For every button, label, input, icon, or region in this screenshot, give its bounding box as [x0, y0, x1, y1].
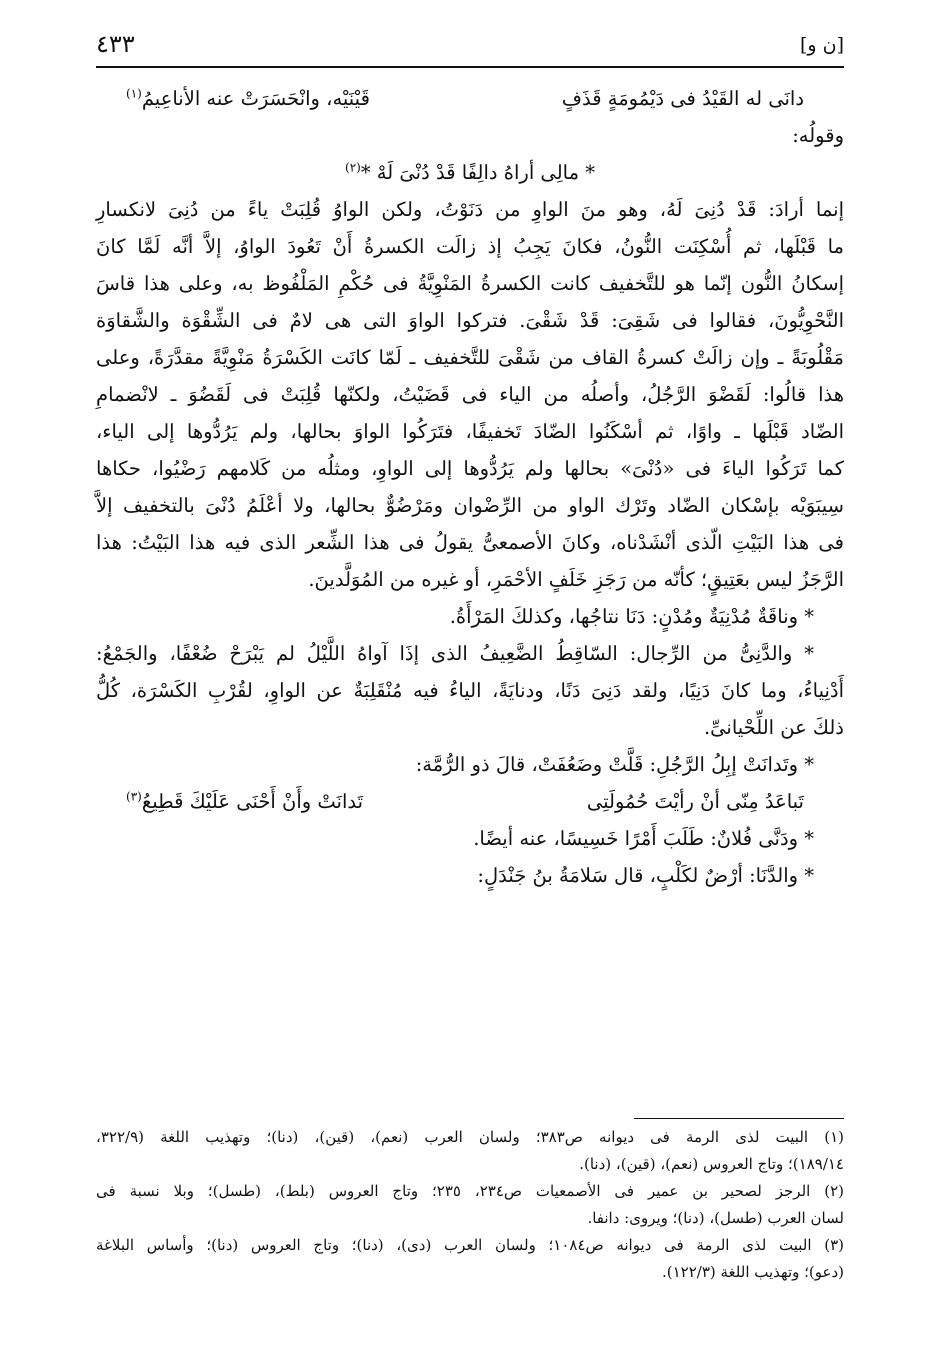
para1-line: إنما أرادَ: قَدْ دُنِىَ لَهُ، وهو منَ الواوِ من دَنَوْتُ، ولكن الواوُ قُلِبَتْ ياءً من دُنِىَ لانكسارِ	[96, 198, 844, 221]
verse-1-left	[126, 80, 370, 117]
verse-2	[96, 783, 844, 820]
footnote-2-number: (٢)	[824, 1182, 844, 1200]
entry-2-line: * والدَّنِىُّ من الرِّجال: السّاقِطُ الضَّعِيفُ الذى إذَا آواهُ اللَّيْلُ لم يَبْرَحْ ضُعْفًا، والجَمْعُ:	[96, 642, 814, 665]
main-text	[96, 80, 844, 894]
para1-line: الضّاد قَبْلَها ـ واوًا، ثم أسْكَنُوا الضّادَ تَخفيفًا، فتَرَكُوا الواوَ بحالها، ولم يَرُدُّوها إلى الياء،	[96, 420, 844, 443]
para1-line: فى هذا البَيْتِ الّذى أنْشَدْناه، وكانَ الأصمعىُّ يقولُ فى هذا الشِّعر الذى فيه هذا البَيْتُ: هذا	[96, 531, 844, 554]
footnote-2-line-2: لسان العرب (طسل)، (دنا)؛ ويروى: دانفا.	[587, 1209, 844, 1227]
footnote-ref-1: (١)	[126, 86, 142, 101]
footnote-2-text: الرجز لصحير بن عمير فى الأصمعيات ص٢٣٤، ٢٣٥؛ وتاج العروس (بلط)، (طسل)؛ وبلا نسبة فى	[96, 1182, 811, 1200]
entry-2-line-last: ذلكَ عن اللِّحْيانىِّ.	[703, 716, 844, 739]
verse-1	[96, 80, 844, 117]
footnote-2-line	[96, 1178, 844, 1205]
footnote-ref-2: (٢)	[345, 160, 361, 175]
footnote-3-line-2: (دعو)؛ وتهذيب اللغة (١٢٢/٣).	[661, 1263, 844, 1281]
entry-2	[96, 635, 844, 746]
header-rule	[96, 66, 844, 68]
entry-1: * وناقَةٌ مُدْنِيَةٌ ومُدْنٍ: دَنَا نتاجُها، وكذلكَ المَرْأَةُ.	[449, 605, 814, 628]
entry-5: * والدَّنَا: أرْضٌ لكَلْبٍ، قال سَلامَةُ بنُ جَنْدَلٍ:	[477, 864, 814, 887]
quote-1-text: * مالِى أراهُ دالِفًا قَدْ دُنْىَ لَهْ *	[360, 161, 595, 184]
section-label: [ن و]	[800, 34, 844, 56]
para1-line: ما قَبْلَها، ثم أُسْكِنَت النُّونُ، فكانَ يَجِبُ إذ زالَت الكسرةُ أَنْ تَعُودَ الواوُ، إلاَّ أنَّه لَمَّا كانَ	[96, 235, 844, 258]
para1-line: النَّحْوِيُّونَ، فقالوا فى شَقِىَ: قَدْ شَقْىَ. فتركوا الواوَ التى هى لامٌ فى الشِّقْوَة والشَّقاوَة	[96, 309, 844, 332]
footnote-ref-3: (٣)	[126, 789, 142, 804]
entry-3: * وتَدانَتْ إبِلُ الرَّجُلِ: قَلَّتْ وضَعُفَتْ، قالَ ذو الرُّمَّة:	[415, 753, 814, 776]
footnote-3-line	[96, 1232, 844, 1259]
verse-1-left-text: قَيْنَيْه، وانْحَسَرَتْ عنه الأناعِيمُ	[141, 87, 370, 110]
footnote-3-text: البيت لذى الرمة فى ديوانه ص١٠٨٤؛ ولسان العرب (دى)، (دنا)؛ وتاج العروس (دنا)؛ وأساس البلاغة	[96, 1236, 812, 1254]
entry-2-line: أَدْنِياءُ، وما كانَ دَنِيًا، ولقد دَنِىَ دَنًا، ودنايَةً، الياءُ فيه مُنْقَلِبَةٌ عن الواوِ، لقُرْبِ الكَسْرَة، كُلُّ	[96, 679, 844, 702]
verse-2-left-text: تَدانَتْ وأَنْ أَحْنَى عَلَيْكَ قَطِيعُ	[141, 790, 364, 813]
paragraph-1	[96, 191, 844, 598]
para1-line-last: الرَّجَزُ ليس بعَتِيقٍ؛ كأنّه من رَجَزِ خَلَفٍ الأحْمَرِ، أو غيره من المُوَلَّدينَ.	[308, 568, 844, 591]
entry-4: * ودَنَّى فُلانٌ: طَلَبَ أَمْرًا خَسِيسًا، عنه أيضًا.	[473, 827, 814, 850]
footnote-1-line-2: ١٨٩/١٤)؛ وتاج العروس (نعم)، (قين)، (دنا).	[579, 1155, 844, 1173]
para1-line: كما تَرَكُوا الياءَ فى «دُنْىَ» بحالها ولم يَرُدُّوها إلى الواوِ، ومثلُه من كَلامهم رَضْيُوا، حكاها	[96, 457, 844, 480]
footnote-1-number: (١)	[824, 1128, 844, 1146]
verse-1-right: دانَى له القَيْدُ فى دَيْمُومَةٍ قَذَفٍ	[561, 87, 804, 110]
para1-line: هذا قالُوا: لَقَضْوَ الرَّجُلُ، وأصلُه من الياء فى قَضَيْتُ، ولكنّها قُلِبَتْ فى لَقَضُوَ ـ لانْضمامِ	[96, 383, 844, 406]
verse-2-left	[126, 783, 363, 820]
para1-line: سِيبَوَيْه بإسْكان الضّاد وتَرْك الواو من الرِّضْوان ومَرْضُوٌّ بحالها، ولا أعْلَمُ دُنْىَ بالتخفيف إلاَّ	[96, 494, 844, 517]
footnote-rule	[634, 1118, 844, 1119]
para1-line: إسكانُ النُّون إنّما هو للتَّخفيف كانت الكسرةُ المَنْوِيَّةُ فى حُكْمِ المَلْفُوظ به، وعلى هذا قاسَ	[96, 272, 844, 295]
intro-1: وقولُه:	[792, 124, 844, 147]
footnote-2	[96, 1178, 844, 1232]
page-number: ٤٣٣	[96, 30, 135, 58]
footnote-1-line	[96, 1124, 844, 1151]
footnote-3-number: (٣)	[824, 1236, 844, 1254]
footnote-1-text: البيت لذى الرمة فى ديوانه ص٣٨٣؛ ولسان العرب (نعم)، (قين)، (دنا)؛ وتهذيب اللغة (٣٢٢/٩،	[96, 1128, 809, 1146]
quote-1	[96, 154, 844, 191]
footnotes	[96, 1124, 844, 1286]
page-header	[96, 30, 844, 64]
para1-line: مَقْلُوبَةً ـ وإن زالَتْ كسرةُ القاف من شَقْىَ للتَّخفيف ـ لَمّا كانَت الكَسْرَةُ مَنْوِيَّةً مقدَّرَةً، وعلى	[96, 346, 844, 369]
footnote-1	[96, 1124, 844, 1178]
verse-2-right: تَباعَدُ مِنّى أنْ رأيْتَ حُمُولَتِى	[586, 790, 804, 813]
footnote-3	[96, 1232, 844, 1286]
